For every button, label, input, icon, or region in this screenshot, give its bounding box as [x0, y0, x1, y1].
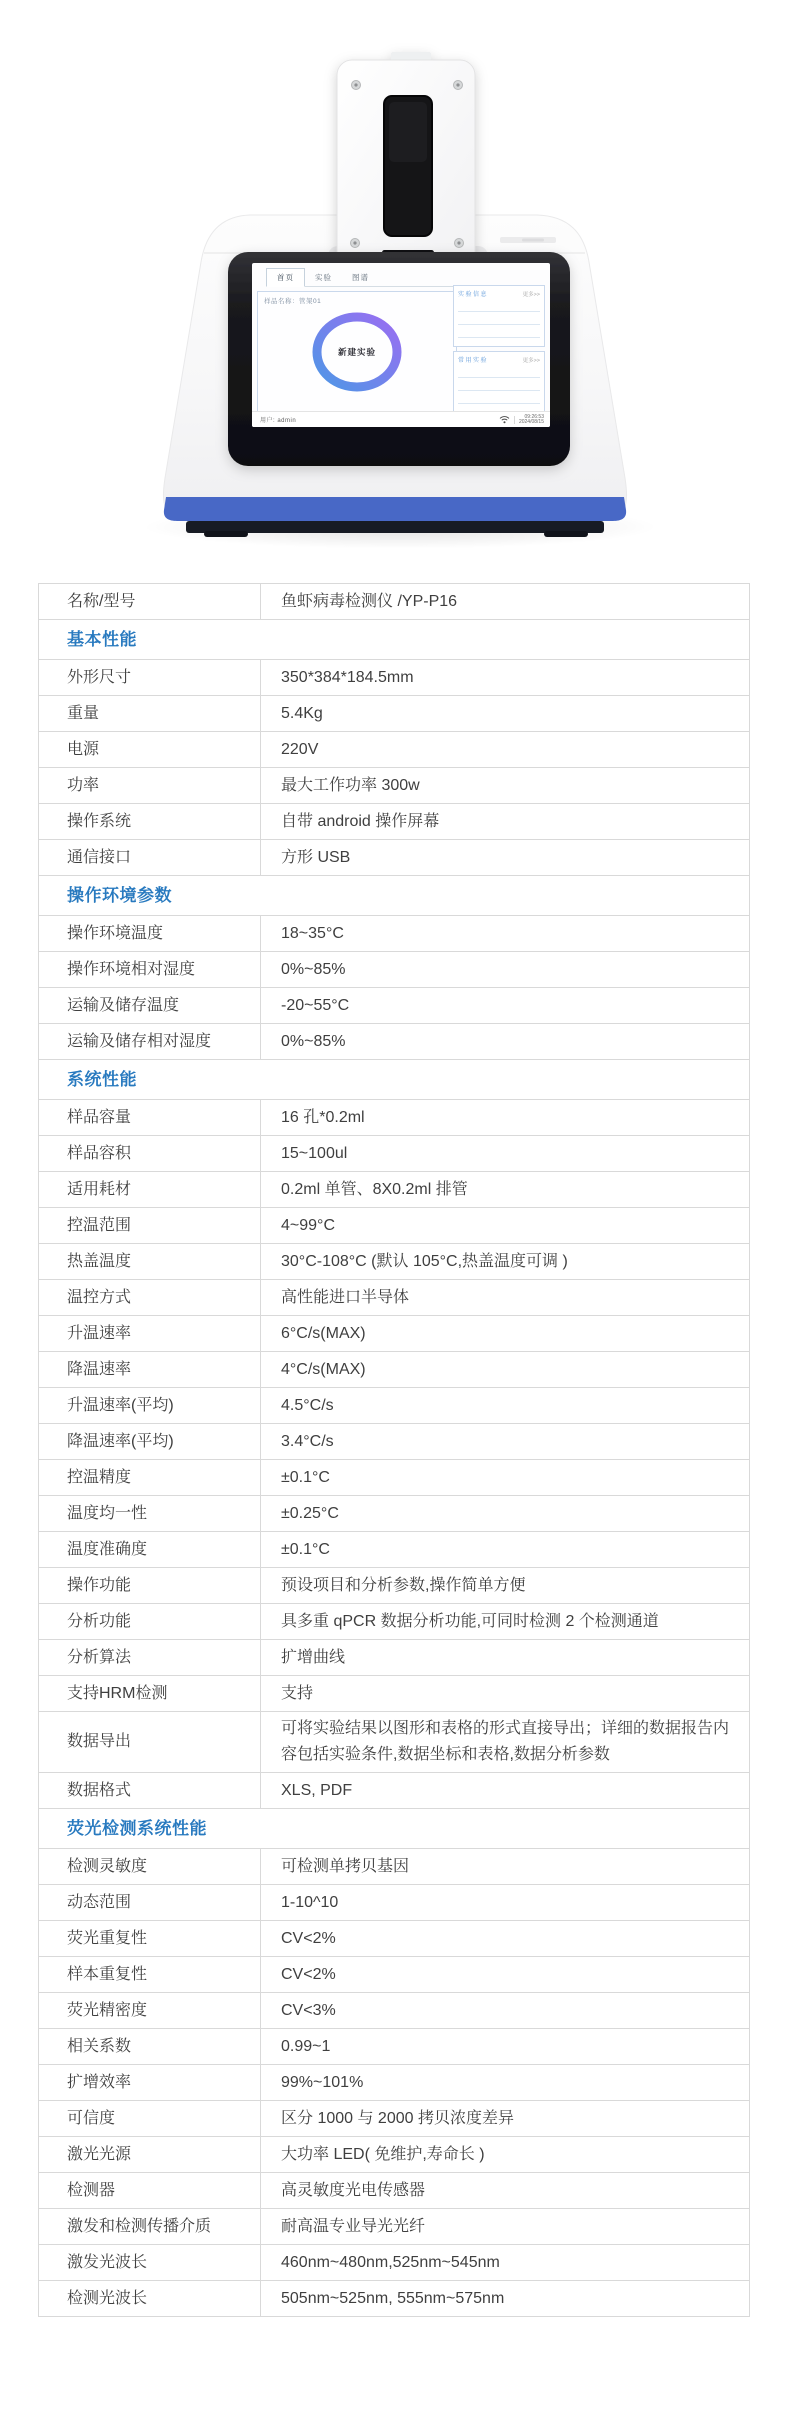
product-photo [0, 0, 790, 560]
spec-row [39, 1424, 750, 1460]
spec-label-cell: 控温精度 [39, 1460, 261, 1496]
spec-label-cell: 温度均一性 [39, 1496, 261, 1532]
spec-value-cell: 220V [261, 732, 750, 768]
spec-label-cell: 操作环境温度 [39, 916, 261, 952]
machine-base [186, 521, 604, 533]
spec-row [39, 2137, 750, 2173]
spec-value-cell: 大功率 LED( 免维护,寿命长 ) [261, 2137, 750, 2173]
spec-value-cell: 0%~85% [261, 1024, 750, 1060]
spec-row [39, 732, 750, 768]
spec-row [39, 952, 750, 988]
spec-value-cell: 5.4Kg [261, 696, 750, 732]
panel-line [458, 403, 540, 404]
spec-value-cell: 99%~101% [261, 2065, 750, 2101]
spec-label-cell: 名称/型号 [39, 584, 261, 620]
spec-row [39, 1100, 750, 1136]
spec-label-cell: 电源 [39, 732, 261, 768]
spec-value-cell: 鱼虾病毒检测仪 /YP-P16 [261, 584, 750, 620]
spec-row [39, 1280, 750, 1316]
spec-row [39, 916, 750, 952]
spec-row [39, 1921, 750, 1957]
spec-row [39, 2029, 750, 2065]
spec-value-cell: 505nm~525nm, 555nm~575nm [261, 2281, 750, 2317]
spec-value-cell: 具多重 qPCR 数据分析功能,可同时检测 2 个检测通道 [261, 1604, 750, 1640]
spec-value-cell: 耐高温专业导光光纤 [261, 2209, 750, 2245]
screen-tab: 实验 [315, 273, 332, 282]
spec-row [39, 1316, 750, 1352]
spec-row [39, 1460, 750, 1496]
status-user: 用户: admin [260, 418, 297, 424]
spec-row [39, 2065, 750, 2101]
spec-label-cell: 热盖温度 [39, 1244, 261, 1280]
spec-row [39, 1172, 750, 1208]
spec-value-cell: 4.5°C/s [261, 1388, 750, 1424]
spec-label-cell: 检测光波长 [39, 2281, 261, 2317]
spec-value-cell: 18~35°C [261, 916, 750, 952]
panel-line [458, 390, 540, 391]
spec-row [39, 2173, 750, 2209]
spec-row [39, 1532, 750, 1568]
foot-right [544, 531, 588, 537]
spec-label-cell: 激发光波长 [39, 2245, 261, 2281]
status-clock: 09:26:53 [524, 413, 544, 420]
section-row [39, 1809, 750, 1849]
spec-label-cell: 分析算法 [39, 1640, 261, 1676]
spec-label-cell: 运输及储存温度 [39, 988, 261, 1024]
base-stripe [164, 497, 626, 521]
spec-label-cell: 检测灵敏度 [39, 1849, 261, 1885]
spec-value-cell: 高性能进口半导体 [261, 1280, 750, 1316]
section-row [39, 876, 750, 916]
spec-label-cell: 降温速率(平均) [39, 1424, 261, 1460]
spec-label-cell: 操作环境相对湿度 [39, 952, 261, 988]
spec-row [39, 1640, 750, 1676]
spec-value-cell: 可检测单拷贝基因 [261, 1849, 750, 1885]
screen-tab: 图谱 [352, 273, 369, 282]
spec-value-cell: 350*384*184.5mm [261, 660, 750, 696]
panel-more-link: 更多>> [522, 291, 540, 298]
spec-value-cell: 30°C-108°C (默认 105°C,热盖温度可调 ) [261, 1244, 750, 1280]
section-title: 基本性能 [39, 620, 750, 660]
spec-row [39, 1352, 750, 1388]
spec-label-cell: 降温速率 [39, 1352, 261, 1388]
spec-label-cell: 样品容量 [39, 1100, 261, 1136]
spec-label-cell: 可信度 [39, 2101, 261, 2137]
spec-value-cell: 高灵敏度光电传感器 [261, 2173, 750, 2209]
spec-value-cell: XLS, PDF [261, 1773, 750, 1809]
spec-value-cell: 预设项目和分析参数,操作简单方便 [261, 1568, 750, 1604]
spec-value-cell: 支持 [261, 1676, 750, 1712]
new-experiment-label: 新建实验 [337, 347, 376, 357]
spec-value-cell: 1-10^10 [261, 1885, 750, 1921]
spec-row [39, 1712, 750, 1773]
spec-label-cell: 样本重复性 [39, 1957, 261, 1993]
panel-line [458, 337, 540, 338]
spec-value-cell: CV<2% [261, 1921, 750, 1957]
section-title: 操作环境参数 [39, 876, 750, 916]
section-title: 荧光检测系统性能 [39, 1809, 750, 1849]
spec-value-cell: 16 孔*0.2ml [261, 1100, 750, 1136]
spec-row [39, 1604, 750, 1640]
section-title: 系统性能 [39, 1060, 750, 1100]
spec-label-cell: 检测器 [39, 2173, 261, 2209]
spec-label-cell: 分析功能 [39, 1604, 261, 1640]
spec-row [39, 1388, 750, 1424]
spec-row [39, 660, 750, 696]
status-divider [514, 416, 515, 424]
spec-label-cell: 运输及储存相对湿度 [39, 1024, 261, 1060]
spec-value-cell: ±0.25°C [261, 1496, 750, 1532]
new-experiment-ring [309, 310, 405, 396]
spec-value-cell: 扩增曲线 [261, 1640, 750, 1676]
spec-value-cell: 15~100ul [261, 1136, 750, 1172]
spec-row [39, 988, 750, 1024]
spec-row [39, 1208, 750, 1244]
panel-line [458, 311, 540, 312]
wifi-icon [499, 415, 510, 424]
spec-label-cell: 操作功能 [39, 1568, 261, 1604]
spec-value-cell: ±0.1°C [261, 1460, 750, 1496]
spec-row [39, 1496, 750, 1532]
spec-row [39, 1773, 750, 1809]
spec-value-cell: 4~99°C [261, 1208, 750, 1244]
status-date: 2024/08/15 [518, 418, 544, 425]
screen-tab: 首页 [266, 268, 305, 287]
spec-table-section [38, 583, 750, 2317]
spec-value-cell: -20~55°C [261, 988, 750, 1024]
spec-label-cell: 激光光源 [39, 2137, 261, 2173]
spec-value-cell: 区分 1000 与 2000 拷贝浓度差异 [261, 2101, 750, 2137]
spec-table [38, 583, 750, 2317]
spec-row [39, 1849, 750, 1885]
device-screen [252, 263, 550, 427]
spec-row [39, 696, 750, 732]
spec-label-cell: 温控方式 [39, 1280, 261, 1316]
spec-label-cell: 控温范围 [39, 1208, 261, 1244]
spec-value-cell: 最大工作功率 300w [261, 768, 750, 804]
spec-label-cell: 温度准确度 [39, 1532, 261, 1568]
spec-row [39, 584, 750, 620]
spec-label-cell: 操作系统 [39, 804, 261, 840]
spec-row [39, 804, 750, 840]
spec-value-cell: 0%~85% [261, 952, 750, 988]
spec-row [39, 2281, 750, 2317]
spec-label-cell: 支持HRM检测 [39, 1676, 261, 1712]
spec-label-cell: 相关系数 [39, 2029, 261, 2065]
spec-table-body [39, 584, 750, 2317]
panel-more-link: 更多>> [522, 357, 540, 364]
spec-value-cell: CV<3% [261, 1993, 750, 2029]
spec-value-cell: 4°C/s(MAX) [261, 1352, 750, 1388]
sample-name-label: 样品名称：管架01 [264, 298, 322, 305]
screen-status-bar [252, 411, 550, 427]
spec-value-cell: 6°C/s(MAX) [261, 1316, 750, 1352]
spec-value-cell: 0.99~1 [261, 2029, 750, 2065]
spec-row [39, 1024, 750, 1060]
spec-row [39, 1993, 750, 2029]
spec-row [39, 768, 750, 804]
section-row [39, 1060, 750, 1100]
screen-panels [453, 285, 545, 411]
screen-tabs [266, 267, 478, 287]
spec-label-cell: 荧光重复性 [39, 1921, 261, 1957]
spec-value-cell: 0.2ml 单管、8X0.2ml 排管 [261, 1172, 750, 1208]
spec-label-cell: 适用耗材 [39, 1172, 261, 1208]
spec-label-cell: 数据格式 [39, 1773, 261, 1809]
spec-row [39, 2101, 750, 2137]
panel-line [458, 377, 540, 378]
section-row [39, 620, 750, 660]
spec-label-cell: 升温速率 [39, 1316, 261, 1352]
panel-line [458, 324, 540, 325]
info-panel [453, 351, 545, 413]
spec-row [39, 1885, 750, 1921]
spec-label-cell: 样品容积 [39, 1136, 261, 1172]
spec-row [39, 1568, 750, 1604]
spec-row [39, 1244, 750, 1280]
status-time [519, 415, 544, 425]
foot-left [204, 531, 248, 537]
panel-title: 常用实验 [458, 358, 489, 364]
home-panel [257, 291, 457, 413]
spec-value-cell: 自带 android 操作屏幕 [261, 804, 750, 840]
spec-label-cell: 外形尺寸 [39, 660, 261, 696]
spec-value-cell: 可将实验结果以图形和表格的形式直接导出；详细的数据报告内容包括实验条件,数据坐标和表格,数据分析参数 [261, 1712, 750, 1773]
spec-label-cell: 功率 [39, 768, 261, 804]
info-panel [453, 285, 545, 347]
spec-value-cell: 方形 USB [261, 840, 750, 876]
spec-row [39, 840, 750, 876]
spec-row [39, 2245, 750, 2281]
spec-label-cell: 激发和检测传播介质 [39, 2209, 261, 2245]
spec-value-cell: ±0.1°C [261, 1532, 750, 1568]
spec-label-cell: 动态范围 [39, 1885, 261, 1921]
spec-label-cell: 数据导出 [39, 1712, 261, 1773]
spec-row [39, 1136, 750, 1172]
spec-row [39, 2209, 750, 2245]
spec-label-cell: 荧光精密度 [39, 1993, 261, 2029]
spec-value-cell: 460nm~480nm,525nm~545nm [261, 2245, 750, 2281]
spec-value-cell: 3.4°C/s [261, 1424, 750, 1460]
spec-row [39, 1957, 750, 1993]
spec-row [39, 1676, 750, 1712]
spec-label-cell: 扩增效率 [39, 2065, 261, 2101]
spec-label-cell: 升温速率(平均) [39, 1388, 261, 1424]
spec-value-cell: CV<2% [261, 1957, 750, 1993]
panel-title: 实验信息 [458, 292, 489, 298]
spec-label-cell: 重量 [39, 696, 261, 732]
spec-label-cell: 通信接口 [39, 840, 261, 876]
